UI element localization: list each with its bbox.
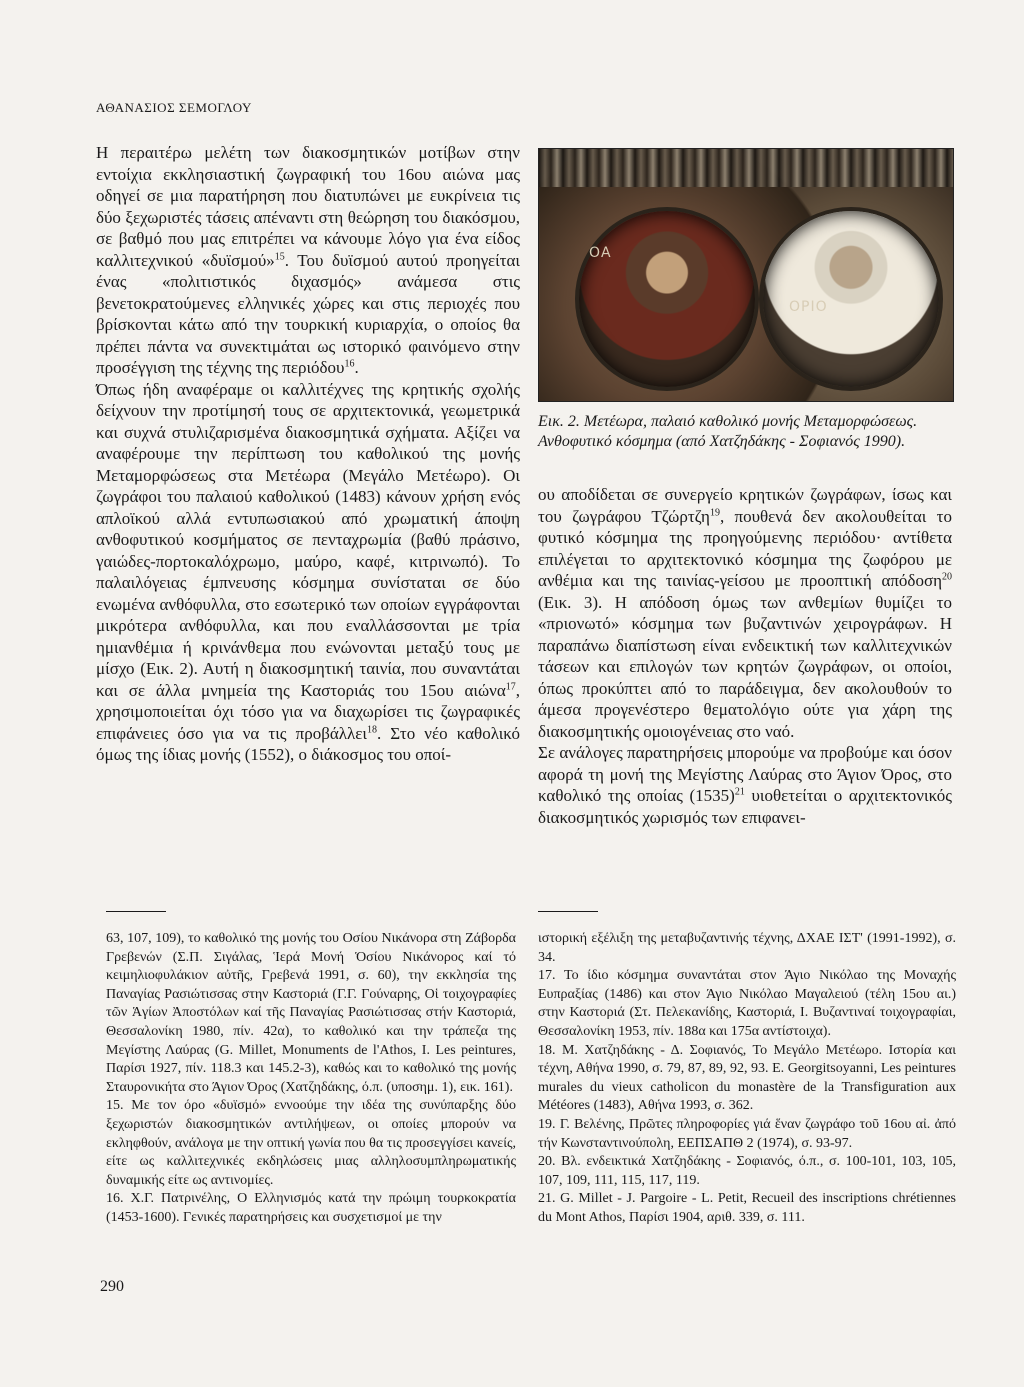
paragraph-3: ου αποδίδεται σε συνεργείο κρητικών ζωγράφων, ίσως και του ζωγράφου Τζώρτζη$^{19}$, πουθενά δεν ακολουθείται το φυτικό κόσμημα της προηγούμενης περιόδου· αντίθετα επιλέγεται το αρχιτεκτονικό κόσμημα της ζωφόρου με ανθέμια και της ταινίας-γείσου με προοπτική απόδοση$^{20}$ (Εικ. 3). Η απόδοση όμως των ανθεμίων θυμίζει το «πριονωτό» κόσμημα των βυζαντινών χειρογράφων. Η παραπάνω διαπίστωση είναι ενδεικτική των καλλιτεχνικών τάσεων και επιλογών των κρητών ζωγράφων, οι οποίοι, όπως προκύπτει από το παράδειγμα, δεν ακολουθούν το άμεσα προγενέστερο θεματολόγιο ούτε για χάρη της διακοσμητικής ομοιογένειας στο ναό. [538, 485, 952, 741]
footnote-16-continued: ιστορική εξέλιξη της μεταβυζαντινής τέχνης, ΔΧΑΕ ΙΣΤ' (1991-1992), σ. 34. [538, 931, 956, 965]
footnote-19: 19. Γ. Βελένης, Πρῶτες πληροφορίες γιά ἕναν ζωγράφο τοῦ 16ου αἰ. ἀπό τήν Κωνσταντινούπολη, ΕΕΠΣΑΠΘ 2 (1974), σ. 93-97. [538, 1116, 956, 1151]
fresco-inscription-right: ΟΡΙΟ [789, 299, 828, 315]
footnotes-right [538, 930, 956, 1228]
decorative-band [539, 149, 953, 187]
footnote-divider-left [106, 911, 166, 912]
footnote-15: 15. Με τον όρο «δυϊσμό» εννοούμε την ιδέα της συνύπαρξης δύο ξεχωριστών διακοσμητικών αντιλήψεων, οι οποίες μπορούν να εκληφθούν, ανάλογα με την οπτική γωνία που θα τις προσεγγίσει κανείς, είτε ως καλλιτεχνικές εκδηλώσεις μιας αλληλοσυμπληρωματικής δυναμικής είτε ως αντινομίες. [106, 1098, 516, 1188]
figure-fresco-photo [538, 148, 954, 402]
footnote-ref-17: 17 [505, 680, 516, 692]
paragraph-4: Σε ανάλογες παρατηρήσεις μπορούμε να προβούμε και όσον αφορά τη μονή της Μεγίστης Λαύρας στο Άγιον Όρος, στο καθολικό της οποίας $(1535)^{21}$ υιοθετείται ο αρχιτεκτονικός διακοσμητικός χωρισμός των επιφανει- [538, 743, 952, 827]
footnote-18: 18. Μ. Χατζηδάκης - Δ. Σοφιανός, Το Μεγάλο Μετέωρο. Ιστορία και τέχνη, Αθήνα 1990, σ. 79, 87, 89, 92, 93. E. Georgitsoyanni, Les peintures murales du vieux catholicon du monastère de la Transfiguration aux Météores (1483), Αθήνα 1993, σ. 362. [538, 1042, 956, 1114]
footnote-17: 17. Το ίδιο κόσμημα συναντάται στον Άγιο Νικόλαο της Μοναχής Ευπραξίας (1486) και στον Άγιο Νικόλαο Μαγαλειού (τέλη 15ου αι.) στην Καστοριά (Στ. Πελεκανίδης, Καστοριά, I. Βυζαντιναί τοιχογραφίαι, Θεσσαλονίκη 1953, πίν. 188α και 175α αντίστοιχα). [538, 968, 956, 1039]
saint-medallion-left [575, 207, 759, 391]
page-number: 290 [100, 1278, 124, 1295]
footnote-21: 21. G. Millet - J. Pargoire - L. Petit, Recueil des inscriptions chrétiennes du Mont Athos, Παρίσι 1904, αριθ. 339, σ. 111. [538, 1191, 956, 1225]
footnote-20: 20. Βλ. ενδεικτικά Χατζηδάκης - Σοφιανός, ό.π., σ. 100-101, 103, 105, 107, 109, 111, 115, 117, 119. [538, 1154, 956, 1188]
footnote-16: 16. Χ.Γ. Πατρινέλης, Ο Ελληνισμός κατά την πρώιμη τουρκοκρατία (1453-1600). Γενικές παρατηρήσεις και συσχετισμοί με την [106, 1191, 516, 1225]
body-column-left [96, 142, 520, 766]
footnote-ref-20: 20 [942, 571, 952, 583]
footnote-ref-18: 18 [366, 723, 377, 735]
running-head: ΑΘΑΝΑΣΙΟΣ ΣΕΜΟΓΛΟΥ [96, 100, 252, 115]
footnote-14-continued: 63, 107, 109), το καθολικό της μονής του Οσίου Νικάνορα στη Ζάβορδα Γρεβενών (Σ.Π. Σιγάλας, Ἱερά Μονή Ὁσίου Νικάνορος καί τό κειμηλιοφυλάκιον αὐτῆς, Γρεβενά 1991, σ. 60), την εκκλησία της Παναγίας Ρασιώτισσας στην Καστοριά (Γ.Γ. Γούναρης, Οἱ τοιχογραφίες τῶν Ἁγίων Ἀποστόλων καί τῆς Παναγίας Ρασιώτισσας στήν Καστοριά, Θεσσαλονίκη 1980, πίν. 42α), το καθολικό και την τράπεζα της Μεγίστης Λαύρας (G. Millet, Monuments de l'Athos, I. Les peintures, Παρίσι 1927, πίν. 118.3 και 145.2-3), καθώς και το καθολικό της μονής Σταυρονικήτα στο Άγιον Όρος (Χατζηδάκης, ό.π. (υποσημ. 1), εικ. 161). [106, 931, 516, 1095]
footnote-ref-16: 16 [344, 358, 355, 370]
footnote-divider-right [538, 911, 598, 912]
footnote-ref-15: 15 [274, 250, 285, 262]
paragraph-2: Όπως ήδη αναφέραμε οι καλλιτέχνες της κρητικής σχολής δείχνουν την προτίμησή τους σε αρχιτεκτονικά, γεωμετρικά και συχνά στυλιζαρισμένα διακοσμητικά σχήματα. Αξίζει να αναφέρουμε την περίπτωση του καθολικού της μονής Μεταμορφώσεως στα Μετέωρα (Μεγάλο Μετέωρο). Οι ζωγράφοι του παλαιού καθολικού (1483) κάνουν χρήση ενός απλοϊκού αλλά εντυπωσιακού από χρωματική άποψη ανθοφυτικού κοσμήματος σε πενταχρωμία (βαθύ πράσινο, γαιώδες-πορτοκαλόχρωμο, μαύρο, καφέ, κιτρινωπό). Το παλαιλόγειας έμπνευσης κόσμημα συνίσταται σε δύο ενωμένα ανθόφυλλα, στο εσωτερικό των οποίων εγγράφονται μικρότερα ανθόφυλλα, και που εναλλάσσονται με τρία ημιανθέμια ή κρινάνθεμα που ενώνονται μεταξύ τους με μίσχο (Εικ. 2). Αυτή η διακοσμητική ταινία, που συναντάται και σε άλλα μνημεία της Καστοριάς του 15ου αιώνα$^{17}$, χρησιμοποιείται όχι τόσο για να διαχωρίσει τις ζωγραφικές επιφάνειες όσο για να τις προβάλλει$^{18}$. Στο νέο καθολικό όμως της ίδιας μονής (1552), ο διάκοσμος του οποί- [96, 379, 520, 764]
footnote-ref-19: 19 [709, 506, 720, 518]
footnotes-left [106, 930, 516, 1228]
body-column-right [538, 484, 952, 828]
saint-medallion-right [759, 207, 943, 391]
fresco-inscription-left: ΟΑ [589, 245, 612, 261]
paragraph-1: Η περαιτέρω μελέτη των διακοσμητικών μοτίβων στην εντοίχια εκκλησιαστική ζωγραφική του 16ου αιώνα μας οδηγεί σε μια παρατήρηση που διατυπώνει με ευκρίνεια τις δύο ξεχωριστές τάσεις απέναντι στη θεώρηση του διακόσμου, σε βαθμό που μας επιτρέπει να κάνουμε λόγο για ένα είδος καλλιτεχνικού «δυϊσμού»$^{15}$. Του δυϊσμού αυτού προηγείται ένας «πολιτιστικός διχασμός» ανάμεσα στις βενετοκρατούμενες ελληνικές χώρες και στις περιοχές που βρίσκονται κάτω από την τουρκική κυριαρχία, ο οποίος θα πρέπει πάντα να συνεκτιμάται ως ιστορικό φαινόμενο στην προσέγγιση της τέχνης της περιόδου$^{16}$. [96, 143, 520, 377]
figure-caption: Εικ. 2. Μετέωρα, παλαιό καθολικό μονής Μεταμορφώσεως. Ανθοφυτικό κόσμημα (από Χατζηδάκης - Σοφιανός 1990). [538, 413, 918, 450]
footnote-ref-21: 21 [734, 786, 745, 798]
